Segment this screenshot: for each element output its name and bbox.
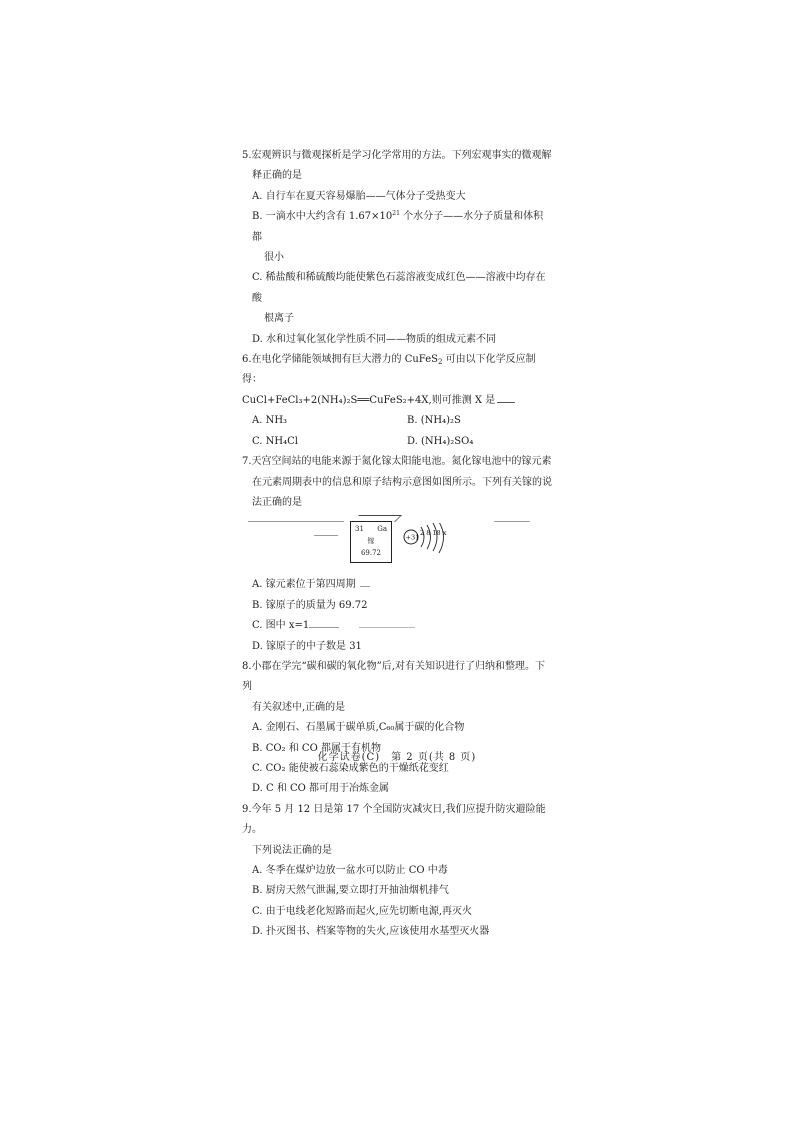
q5-stem-cont	[242, 166, 552, 186]
q5-b-text: B. 一滴水中大约含有 1.67×10	[252, 211, 393, 223]
q5-stem-line-2: 释正确的是	[252, 170, 302, 182]
q9-stem-line-1: 9.今年 5 月 12 日是第 17 个全国防灾减灾日,我们应提升防灾避险能力。	[242, 803, 546, 836]
q5-b-text-2: 个水分子——水分子质量和体积都	[252, 211, 544, 243]
q8-stem-line-1: 8.小郡在学完“碳和碳的氧化物”后,对有关知识进行了归纳和整理。下列	[242, 660, 545, 693]
nucleus-charge: +31	[405, 533, 420, 542]
q5-option-c-wrap: 根离子	[264, 313, 294, 325]
q5-option-c: C. 稀盐酸和稀硫酸均能使紫色石蕊溶液变成红色——溶液中均存在酸	[252, 272, 546, 304]
q6-answer-blank	[497, 392, 515, 403]
q7-option-c-text: C. 图中 x=1	[252, 620, 310, 632]
q7-option-d: D. 镓原子的中子数是 31	[252, 640, 362, 652]
q6-options-row-2	[242, 432, 552, 452]
scan-artifact-line	[309, 621, 339, 628]
q7-option-c	[242, 616, 552, 636]
electron-counts: 2 8 18 x	[420, 529, 447, 538]
q5-option-b	[242, 207, 552, 248]
q6-option-c: C. NH₄Cl	[252, 435, 298, 447]
q5-stem-line-1: 5.宏观辨识与微观探析是学习化学常用的方法。下列宏观事实的微观解	[242, 150, 552, 161]
scan-artifact-line	[314, 535, 338, 536]
q6-equation-text: CuCl+FeCl₃+2(NH₄)₂S══CuFeS₂+4X,则可推测 X 是	[242, 394, 496, 406]
q6-options-row-1	[242, 411, 552, 431]
q8-option-b: B. CO₂ 和 CO 都属于有机物	[252, 742, 381, 754]
periodic-table-cell	[350, 521, 392, 563]
q7-option-a-text: A. 镓元素位于第四周期	[252, 579, 356, 591]
scan-artifact-line	[494, 521, 530, 522]
electron-shell-4	[439, 523, 444, 553]
q6-stem	[242, 350, 552, 391]
q6-stem-text-2: 可由以下化学反应制得：	[242, 354, 536, 386]
q6-stem-text: 6.在电化学储能领域拥有巨大潜力的 CuFeS	[242, 354, 438, 366]
q6-option-d: D. (NH₄)₂SO₄	[407, 435, 474, 447]
element-symbol: Ga	[377, 525, 387, 534]
atomic-structure-diagram	[402, 523, 472, 563]
atomic-number: 31	[355, 525, 364, 534]
scan-artifact-line	[360, 580, 370, 587]
electron-shell-3	[433, 523, 437, 551]
q7-option-a	[242, 575, 552, 595]
q5-option-b-wrap: 很小	[264, 252, 284, 264]
q5-b-exponent: 21	[392, 210, 400, 218]
q6-option-b: B. (NH₄)₂S	[407, 415, 461, 427]
q9-stem-line-2: 下列说法正确的是	[252, 844, 332, 856]
page-footer: 化学试卷(C) 第 2 页(共 8 页)	[317, 752, 477, 763]
q5-option-d: D. 水和过氧化氢化学性质不同——物质的组成元素不同	[252, 333, 497, 345]
q5-stem	[242, 146, 552, 166]
q8-stem-line-2: 有关叙述中,正确的是	[252, 701, 346, 713]
q9-option-b: B. 厨房天然气泄漏,要立即打开抽油烟机排气	[252, 885, 449, 897]
q9-option-c: C. 由于电线老化短路而起火,应先切断电源,再灭火	[252, 905, 473, 917]
q7-stem-line-2: 在元素周期表中的信息和原子结构示意图如图所示。下列有关镓的说	[252, 476, 552, 488]
q8-option-a: A. 金刚石、石墨属于碳单质,C₆₀属于碳的化合物	[252, 722, 465, 734]
gallium-figure	[242, 515, 552, 571]
relative-atomic-mass: 69.72	[360, 549, 382, 558]
q6-option-a: A. NH₃	[252, 415, 288, 427]
q9-option-a: A. 冬季在煤炉边放一盆水可以防止 CO 中毒	[252, 865, 448, 876]
q6-equation	[242, 391, 552, 411]
element-name: 镓	[367, 537, 375, 546]
q8-option-d: D. C 和 CO 都可用于冶炼金属	[252, 783, 390, 795]
q7-stem-line-3: 法正确的是	[252, 496, 302, 508]
q8-option-c: C. CO₂ 能使被石蕊染成紫色的干燥纸花变红	[252, 762, 449, 774]
q5-option-a: A. 自行车在夏天容易爆胎——气体分子受热变大	[252, 190, 466, 202]
q7-option-b: B. 镓原子的质量为 69.72	[252, 599, 368, 611]
scan-artifact-line	[248, 521, 344, 522]
q6-stem-subscript: 2	[437, 358, 443, 367]
q9-option-d: D. 扑灭图书、档案等物的失火,应该使用水基型灭火器	[252, 926, 490, 938]
question-column	[242, 146, 552, 943]
q7-stem-line-1: 7.天宫空间站的电能来源于氮化镓太阳能电池。氮化镓电池中的镓元素	[242, 456, 552, 468]
scan-artifact-line	[359, 621, 415, 628]
